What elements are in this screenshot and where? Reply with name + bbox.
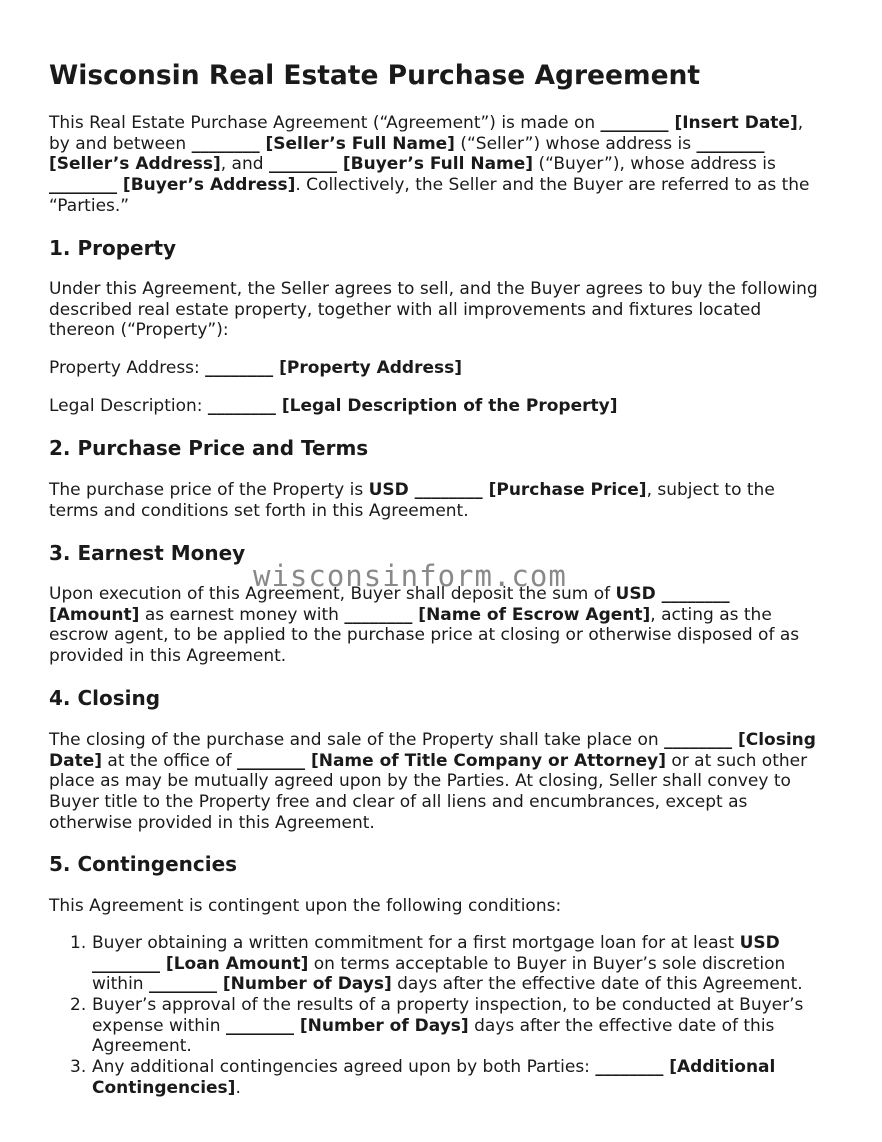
contingencies-intro: This Agreement is contingent upon the following conditions: xyxy=(49,896,562,916)
watermark: wisconsinform.com xyxy=(253,559,567,593)
inspection-days-field: ________ [Number of Days] xyxy=(225,1015,469,1036)
section-heading-property: 1. Property xyxy=(49,236,177,260)
list-item: 3. Any additional contingencies agreed upon by both Parties: ________ [Additional Contingencies]. xyxy=(70,1057,776,1098)
earnest-money-paragraph: Upon execution of this Agreement, Buyer shall deposit the sum of USD ________ [Amount] as earnest money with ________ [Name of Escrow Agent], acting as the escrow agent, to be applied to the purchase price at closing or otherwise disposed of as provided in this Agreement. xyxy=(49,584,800,667)
legal-description-field: ________ [Legal Description of the Property] xyxy=(207,396,618,416)
property-address-field: ________ [Property Address] xyxy=(205,358,463,378)
seller-address-field: [Seller’s Address] xyxy=(49,154,221,175)
escrow-agent-field: ________ [Name of Escrow Agent] xyxy=(344,604,651,625)
date-field: ________ [Insert Date] xyxy=(600,113,798,133)
list-item: 2. Buyer’s approval of the results of a property inspection, to be conducted at Buyer’s expense within ________ [Number of Days] days after the effective date of this Agreement. xyxy=(70,995,804,1057)
list-item: 1. Buyer obtaining a written commitment for a first mortgage loan for at least USD ________ [Loan Amount] on terms acceptable to Buyer in Buyer’s sole discretion within ________ [Number of Days] days after the effective date of this Agreement. xyxy=(70,933,803,995)
purchase-price-paragraph: The purchase price of the Property is USD ________ [Purchase Price], subject to the terms and conditions set forth in this Agreement. xyxy=(49,480,775,521)
purchase-price-field: USD ________ [Purchase Price] xyxy=(368,480,647,500)
contingencies-list xyxy=(49,933,803,1099)
additional-contingencies-field: ________ [Additional xyxy=(595,1057,776,1078)
property-address-line: Property Address: ________ [Property Address] xyxy=(49,358,463,378)
legal-description-line: Legal Description: ________ [Legal Description of the Property] xyxy=(49,396,618,416)
earnest-amount-field: [Amount] xyxy=(49,604,140,625)
section-heading-closing: 4. Closing xyxy=(49,686,161,710)
intro-paragraph: This Real Estate Purchase Agreement (“Agreement”) is made on ________ [Insert Date], by and between ________ [Seller’s Full Name] (“Seller”) whose address is ________ [Seller’s Address], and ________ [Buyer’s Full Name] (“Buyer”), whose address is ________ [Buyer’s Address]. Collectively, the Seller and the Buyer are referred to as the “Parties.” xyxy=(49,113,810,216)
closing-date-field: ________ [Closing xyxy=(664,730,816,750)
closing-paragraph: The closing of the purchase and sale of the Property shall take place on ________ [Closing Date] at the office of ________ [Name of Title Company or Attorney] or at such other place as may be mutually agreed upon by the Parties. At closing, Seller shall convey to Buyer title to the Property free and clear of all liens and encumbrances, except as otherwise provided in this Agreement. xyxy=(49,730,816,833)
document-title: Wisconsin Real Estate Purchase Agreement xyxy=(49,60,701,91)
property-paragraph: Under this Agreement, the Seller agrees to sell, and the Buyer agrees to buy the following described real estate property, together with all improvements and fixtures located thereon (“Property”): xyxy=(49,279,818,341)
buyer-address-field: ________ [Buyer’s Address] xyxy=(49,175,296,196)
financing-days-field: ________ [Number of Days] xyxy=(148,974,392,995)
loan-amount-field: ________ [Loan Amount] xyxy=(92,953,309,974)
section-heading-contingencies: 5. Contingencies xyxy=(49,852,238,876)
seller-name-field: ________ [Seller’s Full Name] xyxy=(191,133,455,154)
section-heading-earnest-money: 3. Earnest Money xyxy=(49,541,246,565)
buyer-name-field: ________ [Buyer’s Full Name] xyxy=(268,154,534,175)
title-company-field: ________ [Name of Title Company or Attorney] xyxy=(237,750,666,771)
section-heading-purchase-price: 2. Purchase Price and Terms xyxy=(49,436,369,460)
